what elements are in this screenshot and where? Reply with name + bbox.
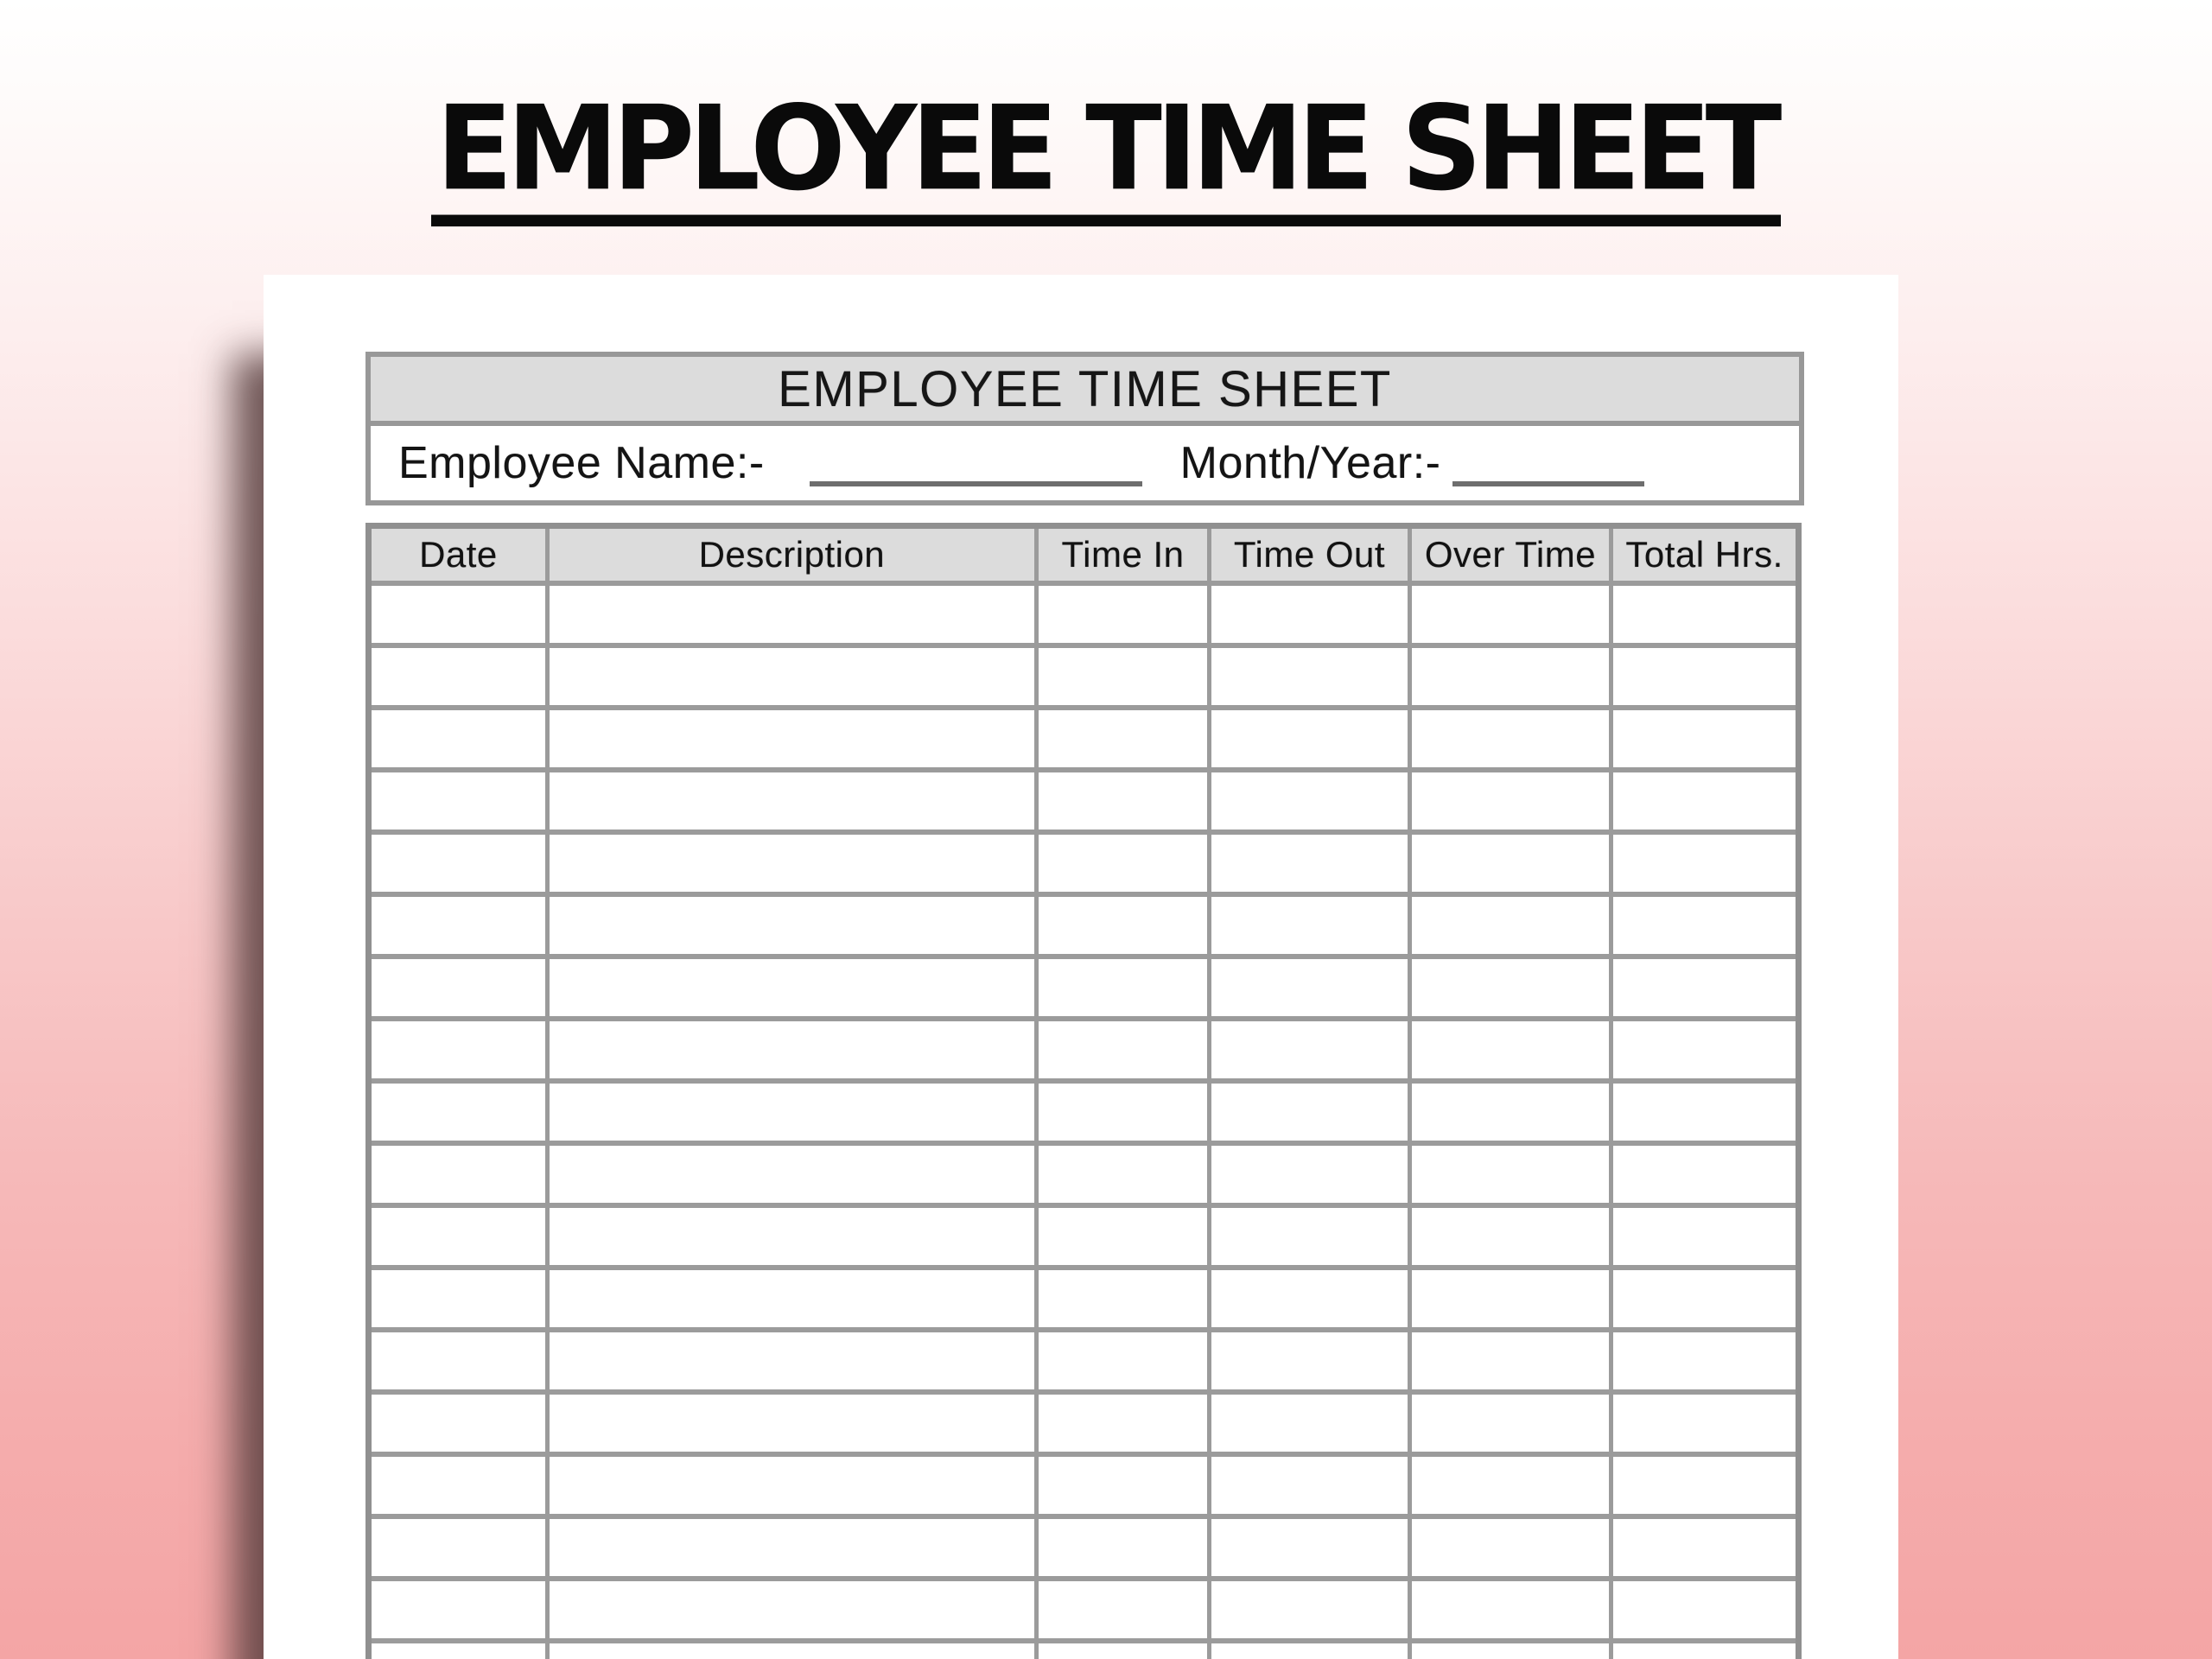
empty-cell-description[interactable]: [547, 708, 1036, 770]
empty-cell-description[interactable]: [547, 1579, 1036, 1641]
empty-cell-over-time[interactable]: [1409, 1081, 1611, 1143]
empty-cell-over-time[interactable]: [1409, 583, 1611, 645]
empty-cell-date[interactable]: [369, 1641, 548, 1659]
empty-cell-date[interactable]: [369, 1454, 548, 1516]
empty-cell-date[interactable]: [369, 708, 548, 770]
column-header-date: Date: [369, 526, 548, 584]
table-row: [369, 583, 1799, 645]
table-row: [369, 832, 1799, 894]
empty-cell-over-time[interactable]: [1409, 1392, 1611, 1454]
empty-cell-date[interactable]: [369, 583, 548, 645]
document-header-title: EMPLOYEE TIME SHEET: [371, 357, 1799, 426]
empty-cell-time-in[interactable]: [1036, 1205, 1209, 1268]
empty-cell-date[interactable]: [369, 1268, 548, 1330]
empty-cell-time-out[interactable]: [1210, 832, 1410, 894]
empty-cell-description[interactable]: [547, 770, 1036, 832]
empty-cell-over-time[interactable]: [1409, 1641, 1611, 1659]
empty-cell-date[interactable]: [369, 1081, 548, 1143]
empty-cell-time-in[interactable]: [1036, 1330, 1209, 1392]
empty-cell-time-in[interactable]: [1036, 1454, 1209, 1516]
empty-cell-description[interactable]: [547, 645, 1036, 708]
table-row: [369, 1392, 1799, 1454]
empty-cell-time-out[interactable]: [1210, 1081, 1410, 1143]
table-header-row: [369, 526, 1799, 584]
empty-cell-description[interactable]: [547, 583, 1036, 645]
empty-cell-time-out[interactable]: [1210, 1516, 1410, 1579]
empty-cell-over-time[interactable]: [1409, 1516, 1611, 1579]
table-row: [369, 1143, 1799, 1205]
empty-cell-date[interactable]: [369, 1579, 548, 1641]
empty-cell-time-out[interactable]: [1210, 1392, 1410, 1454]
empty-cell-total-hrs[interactable]: [1611, 708, 1799, 770]
empty-cell-time-out[interactable]: [1210, 1454, 1410, 1516]
column-header-total-hrs: Total Hrs.: [1611, 526, 1799, 584]
month-year-field-line[interactable]: [1452, 481, 1644, 486]
empty-cell-time-in[interactable]: [1036, 1516, 1209, 1579]
empty-cell-time-out[interactable]: [1210, 1641, 1410, 1659]
table-row: [369, 1081, 1799, 1143]
empty-cell-over-time[interactable]: [1409, 645, 1611, 708]
empty-cell-date[interactable]: [369, 894, 548, 957]
empty-cell-total-hrs[interactable]: [1611, 1579, 1799, 1641]
table-row: [369, 1641, 1799, 1659]
empty-cell-time-in[interactable]: [1036, 957, 1209, 1019]
empty-cell-time-in[interactable]: [1036, 1081, 1209, 1143]
table-row: [369, 1330, 1799, 1392]
empty-cell-over-time[interactable]: [1409, 894, 1611, 957]
empty-cell-date[interactable]: [369, 1516, 548, 1579]
table-row: [369, 1205, 1799, 1268]
empty-cell-total-hrs[interactable]: [1611, 1205, 1799, 1268]
empty-cell-date[interactable]: [369, 770, 548, 832]
empty-cell-time-in[interactable]: [1036, 1392, 1209, 1454]
empty-cell-over-time[interactable]: [1409, 1579, 1611, 1641]
empty-cell-time-in[interactable]: [1036, 1019, 1209, 1081]
table-row: [369, 1019, 1799, 1081]
empty-cell-time-out[interactable]: [1210, 708, 1410, 770]
empty-cell-time-out[interactable]: [1210, 1268, 1410, 1330]
empty-cell-description[interactable]: [547, 1516, 1036, 1579]
empty-cell-time-in[interactable]: [1036, 583, 1209, 645]
empty-cell-time-in[interactable]: [1036, 1268, 1209, 1330]
empty-cell-time-out[interactable]: [1210, 1579, 1410, 1641]
empty-cell-time-out[interactable]: [1210, 1019, 1410, 1081]
empty-cell-over-time[interactable]: [1409, 1454, 1611, 1516]
empty-cell-description[interactable]: [547, 1143, 1036, 1205]
empty-cell-date[interactable]: [369, 957, 548, 1019]
empty-cell-time-in[interactable]: [1036, 770, 1209, 832]
employee-name-label: Employee Name:-: [398, 438, 765, 488]
empty-cell-total-hrs[interactable]: [1611, 957, 1799, 1019]
empty-cell-total-hrs[interactable]: [1611, 832, 1799, 894]
empty-cell-over-time[interactable]: [1409, 1268, 1611, 1330]
column-header-over-time: Over Time: [1409, 526, 1611, 584]
empty-cell-total-hrs[interactable]: [1611, 1454, 1799, 1516]
empty-cell-date[interactable]: [369, 1143, 548, 1205]
empty-cell-over-time[interactable]: [1409, 957, 1611, 1019]
empty-cell-time-in[interactable]: [1036, 832, 1209, 894]
empty-cell-description[interactable]: [547, 1019, 1036, 1081]
empty-cell-description[interactable]: [547, 1205, 1036, 1268]
document-header-fields: [371, 426, 1799, 500]
empty-cell-time-out[interactable]: [1210, 1205, 1410, 1268]
empty-cell-description[interactable]: [547, 832, 1036, 894]
empty-cell-over-time[interactable]: [1409, 832, 1611, 894]
page-title: [0, 79, 2212, 221]
table-row: [369, 1268, 1799, 1330]
empty-cell-time-out[interactable]: [1210, 770, 1410, 832]
empty-cell-over-time[interactable]: [1409, 1205, 1611, 1268]
table-row: [369, 770, 1799, 832]
empty-cell-total-hrs[interactable]: [1611, 1392, 1799, 1454]
empty-cell-total-hrs[interactable]: [1611, 1516, 1799, 1579]
empty-cell-time-in[interactable]: [1036, 708, 1209, 770]
empty-cell-over-time[interactable]: [1409, 1330, 1611, 1392]
empty-cell-over-time[interactable]: [1409, 770, 1611, 832]
empty-cell-date[interactable]: [369, 832, 548, 894]
empty-cell-total-hrs[interactable]: [1611, 770, 1799, 832]
empty-cell-time-in[interactable]: [1036, 1641, 1209, 1659]
empty-cell-time-in[interactable]: [1036, 1579, 1209, 1641]
empty-cell-description[interactable]: [547, 1330, 1036, 1392]
empty-cell-over-time[interactable]: [1409, 708, 1611, 770]
empty-cell-time-in[interactable]: [1036, 1143, 1209, 1205]
table-row: [369, 1454, 1799, 1516]
empty-cell-total-hrs[interactable]: [1611, 894, 1799, 957]
paper-sheet: [264, 275, 1898, 1659]
empty-cell-total-hrs[interactable]: [1611, 1143, 1799, 1205]
empty-cell-description[interactable]: [547, 1641, 1036, 1659]
empty-cell-over-time[interactable]: [1409, 1143, 1611, 1205]
empty-cell-date[interactable]: [369, 645, 548, 708]
empty-cell-description[interactable]: [547, 1392, 1036, 1454]
empty-cell-total-hrs[interactable]: [1611, 1019, 1799, 1081]
month-year-label: Month/Year:-: [1179, 438, 1441, 488]
page-title-text: EMPLOYEE TIME SHEET: [431, 90, 1782, 226]
table-row: [369, 645, 1799, 708]
empty-cell-total-hrs[interactable]: [1611, 645, 1799, 708]
empty-cell-time-out[interactable]: [1210, 894, 1410, 957]
table-row: [369, 957, 1799, 1019]
document-header-box: [365, 352, 1804, 505]
empty-cell-over-time[interactable]: [1409, 1019, 1611, 1081]
empty-cell-total-hrs[interactable]: [1611, 583, 1799, 645]
table-row: [369, 708, 1799, 770]
empty-cell-total-hrs[interactable]: [1611, 1268, 1799, 1330]
empty-cell-description[interactable]: [547, 1268, 1036, 1330]
column-header-time-in: Time In: [1036, 526, 1209, 584]
empty-cell-description[interactable]: [547, 1454, 1036, 1516]
empty-cell-time-out[interactable]: [1210, 645, 1410, 708]
empty-cell-time-out[interactable]: [1210, 957, 1410, 1019]
empty-cell-date[interactable]: [369, 1205, 548, 1268]
table-row: [369, 1579, 1799, 1641]
empty-cell-time-out[interactable]: [1210, 1143, 1410, 1205]
empty-cell-time-out[interactable]: [1210, 583, 1410, 645]
empty-cell-date[interactable]: [369, 1019, 548, 1081]
empty-cell-total-hrs[interactable]: [1611, 1641, 1799, 1659]
empty-cell-total-hrs[interactable]: [1611, 1081, 1799, 1143]
empty-cell-date[interactable]: [369, 1330, 548, 1392]
empty-cell-description[interactable]: [547, 1081, 1036, 1143]
empty-cell-description[interactable]: [547, 894, 1036, 957]
column-header-description: Description: [547, 526, 1036, 584]
column-header-time-out: Time Out: [1210, 526, 1410, 584]
table-row: [369, 1516, 1799, 1579]
empty-cell-time-in[interactable]: [1036, 645, 1209, 708]
empty-cell-time-out[interactable]: [1210, 1330, 1410, 1392]
employee-name-field-line[interactable]: [810, 481, 1142, 486]
timesheet-table: [365, 523, 1802, 1659]
empty-cell-description[interactable]: [547, 957, 1036, 1019]
empty-cell-date[interactable]: [369, 1392, 548, 1454]
table-row: [369, 894, 1799, 957]
empty-cell-time-in[interactable]: [1036, 894, 1209, 957]
empty-cell-total-hrs[interactable]: [1611, 1330, 1799, 1392]
